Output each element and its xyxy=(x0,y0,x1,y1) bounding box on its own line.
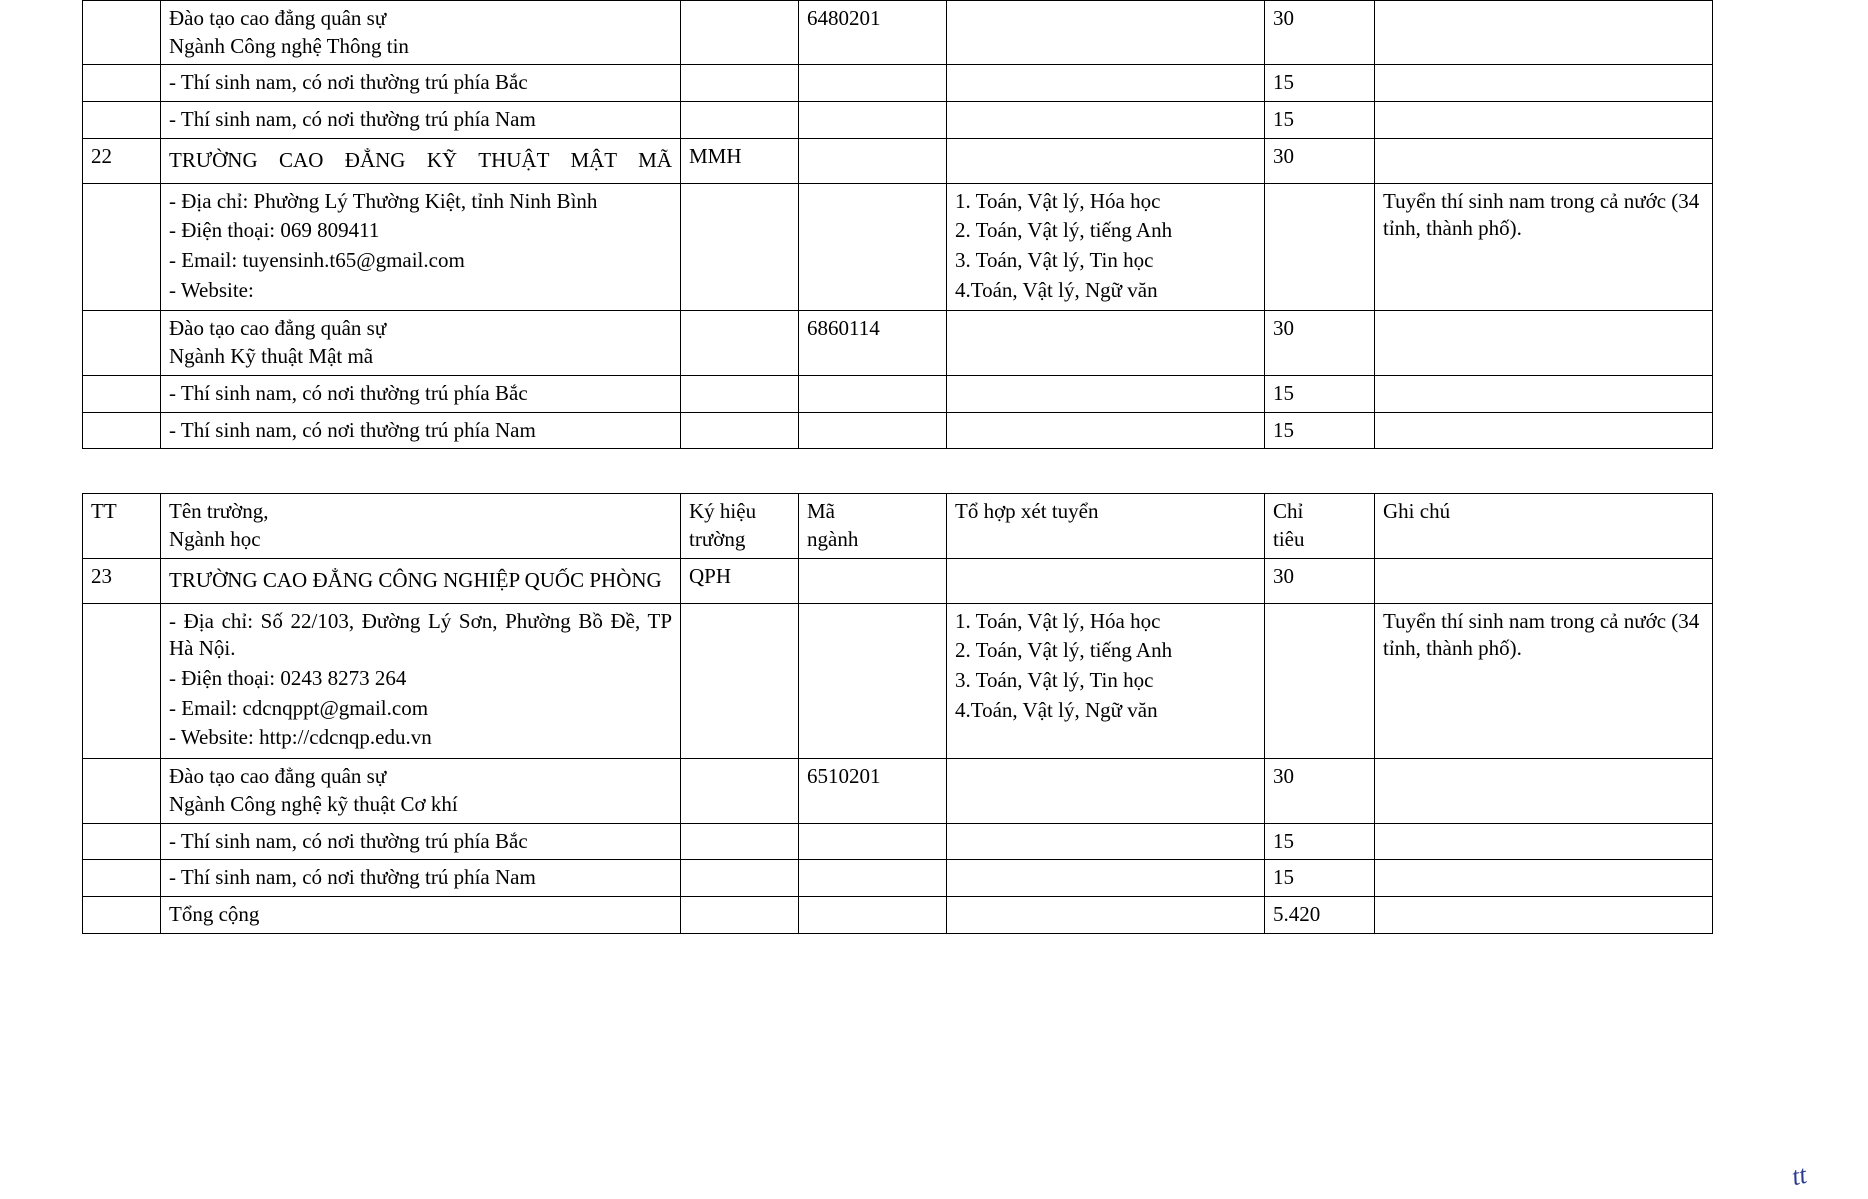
table-row xyxy=(83,311,1713,375)
cell-major-code xyxy=(799,138,947,183)
cell-major-code: 6480201 xyxy=(799,1,947,65)
combination-3: 3. Toán, Vật lý, Tin học xyxy=(955,248,1154,273)
cell-program-name xyxy=(161,1,681,65)
cell-tt xyxy=(83,603,161,759)
combination-2: 2. Toán, Vật lý, tiếng Anh xyxy=(955,218,1173,243)
cell-program-name: - Thí sinh nam, có nơi thường trú phía Bắc xyxy=(161,65,681,102)
cell-school-name: TRƯỜNG CAO ĐẲNG CÔNG NGHIỆP QUỐC PHÒNG xyxy=(161,558,681,603)
cell-school-symbol: MMH xyxy=(681,138,799,183)
cell-school-contact xyxy=(161,603,681,759)
cell-school-symbol xyxy=(681,603,799,759)
cell-major-code xyxy=(799,183,947,311)
header-code-line1: Mã xyxy=(807,499,835,524)
admissions-table-part2 xyxy=(82,493,1713,933)
cell-quota: 15 xyxy=(1265,412,1375,449)
cell-tt xyxy=(83,1,161,65)
table-row xyxy=(83,65,1713,102)
cell-school-symbol xyxy=(681,1,799,65)
program-name-line1: Đào tạo cao đẳng quân sự xyxy=(169,764,387,789)
school-phone: - Điện thoại: 0243 8273 264 xyxy=(169,665,407,690)
cell-note xyxy=(1375,311,1713,375)
cell-tt xyxy=(83,823,161,860)
cell-total-label: Tổng cộng xyxy=(161,896,681,933)
cell-total-quota: 5.420 xyxy=(1265,896,1375,933)
cell-school-symbol xyxy=(681,823,799,860)
cell-note xyxy=(1375,896,1713,933)
cell-major-code xyxy=(799,896,947,933)
cell-quota xyxy=(1265,603,1375,759)
cell-school-symbol xyxy=(681,102,799,139)
header-quota-line1: Chỉ xyxy=(1273,499,1304,524)
school-phone: - Điện thoại: 069 809411 xyxy=(169,218,380,243)
cell-quota: 30 xyxy=(1265,759,1375,823)
cell-program-name: - Thí sinh nam, có nơi thường trú phía Nam xyxy=(161,860,681,897)
cell-combination xyxy=(947,138,1265,183)
cell-combination xyxy=(947,759,1265,823)
admissions-table-part1 xyxy=(82,0,1713,449)
combination-1: 1. Toán, Vật lý, Hóa học xyxy=(955,188,1161,213)
cell-quota xyxy=(1265,183,1375,311)
cell-program-name: - Thí sinh nam, có nơi thường trú phía Bắc xyxy=(161,823,681,860)
cell-note xyxy=(1375,102,1713,139)
header-symbol-line1: Ký hiệu xyxy=(689,499,757,524)
cell-tt xyxy=(83,759,161,823)
cell-school-symbol xyxy=(681,183,799,311)
cell-program-name xyxy=(161,759,681,823)
cell-combination xyxy=(947,823,1265,860)
header-combination: Tổ hợp xét tuyển xyxy=(947,494,1265,558)
header-quota-line2: tiêu xyxy=(1273,527,1305,552)
cell-note: Tuyển thí sinh nam trong cả nước (34 tỉnh, thành phố). xyxy=(1375,183,1713,311)
cell-major-code xyxy=(799,603,947,759)
cell-major-code xyxy=(799,558,947,603)
cell-program-name xyxy=(161,311,681,375)
program-name-line2: Ngành Công nghệ Thông tin xyxy=(169,33,409,58)
cell-program-name: - Thí sinh nam, có nơi thường trú phía Nam xyxy=(161,102,681,139)
table-row xyxy=(83,412,1713,449)
cell-combination xyxy=(947,183,1265,311)
cell-note xyxy=(1375,823,1713,860)
header-school-name xyxy=(161,494,681,558)
combination-4: 4.Toán, Vật lý, Ngữ văn xyxy=(955,697,1158,722)
cell-major-code xyxy=(799,102,947,139)
table-row xyxy=(83,823,1713,860)
header-tt: TT xyxy=(83,494,161,558)
cell-school-name: TRƯỜNG CAO ĐẲNG KỸ THUẬT MẬT MÃ xyxy=(161,138,681,183)
cell-quota: 15 xyxy=(1265,823,1375,860)
cell-major-code xyxy=(799,860,947,897)
cell-quota: 15 xyxy=(1265,65,1375,102)
cell-combination xyxy=(947,896,1265,933)
table-row xyxy=(83,375,1713,412)
cell-tt xyxy=(83,65,161,102)
table-row-school-info xyxy=(83,603,1713,759)
cell-note xyxy=(1375,138,1713,183)
cell-combination xyxy=(947,65,1265,102)
cell-major-code xyxy=(799,65,947,102)
cell-major-code xyxy=(799,823,947,860)
cell-major-code: 6510201 xyxy=(799,759,947,823)
cell-program-name: - Thí sinh nam, có nơi thường trú phía Nam xyxy=(161,412,681,449)
cell-combination xyxy=(947,102,1265,139)
cell-note xyxy=(1375,558,1713,603)
cell-school-symbol xyxy=(681,759,799,823)
school-address: - Địa chỉ: Số 22/103, Đường Lý Sơn, Phường Bồ Đề, TP Hà Nội. xyxy=(169,608,672,661)
cell-combination xyxy=(947,311,1265,375)
cell-major-code xyxy=(799,412,947,449)
program-name-line1: Đào tạo cao đẳng quân sự xyxy=(169,316,387,341)
cell-quota: 15 xyxy=(1265,102,1375,139)
table-row xyxy=(83,759,1713,823)
cell-program-name: - Thí sinh nam, có nơi thường trú phía Bắc xyxy=(161,375,681,412)
cell-quota: 30 xyxy=(1265,558,1375,603)
cell-note xyxy=(1375,1,1713,65)
program-name-line2: Ngành Kỹ thuật Mật mã xyxy=(169,344,374,369)
cell-major-code xyxy=(799,375,947,412)
cell-tt xyxy=(83,896,161,933)
program-name-line2: Ngành Công nghệ kỹ thuật Cơ khí xyxy=(169,791,458,816)
cell-quota: 30 xyxy=(1265,138,1375,183)
header-note: Ghi chú xyxy=(1375,494,1713,558)
table-row-total xyxy=(83,896,1713,933)
program-name-line1: Đào tạo cao đẳng quân sự xyxy=(169,6,387,30)
cell-school-symbol: QPH xyxy=(681,558,799,603)
combination-2: 2. Toán, Vật lý, tiếng Anh xyxy=(955,638,1173,663)
table-row xyxy=(83,860,1713,897)
header-symbol xyxy=(681,494,799,558)
combination-3: 3. Toán, Vật lý, Tin học xyxy=(955,667,1154,692)
table-row-school xyxy=(83,558,1713,603)
cell-note xyxy=(1375,860,1713,897)
school-email: - Email: cdcnqppt@gmail.com xyxy=(169,695,429,720)
cell-tt xyxy=(83,412,161,449)
header-symbol-line2: trường xyxy=(689,527,746,552)
cell-note: Tuyển thí sinh nam trong cả nước (34 tỉnh, thành phố). xyxy=(1375,603,1713,759)
cell-tt xyxy=(83,102,161,139)
cell-major-code: 6860114 xyxy=(799,311,947,375)
cell-school-symbol xyxy=(681,311,799,375)
cell-school-contact xyxy=(161,183,681,311)
cell-tt xyxy=(83,183,161,311)
cell-quota: 30 xyxy=(1265,311,1375,375)
cell-note xyxy=(1375,375,1713,412)
cell-combination xyxy=(947,558,1265,603)
cell-school-symbol xyxy=(681,65,799,102)
school-address: - Địa chỉ: Phường Lý Thường Kiệt, tỉnh Ninh Bình xyxy=(169,188,598,213)
cell-school-symbol xyxy=(681,860,799,897)
cell-school-symbol xyxy=(681,375,799,412)
cell-combination xyxy=(947,1,1265,65)
header-school-name-line1: Tên trường, xyxy=(169,499,269,524)
school-website: - Website: xyxy=(169,277,254,302)
cell-tt xyxy=(83,311,161,375)
table-gap xyxy=(60,449,1808,493)
combination-4: 4.Toán, Vật lý, Ngữ văn xyxy=(955,277,1158,302)
school-email: - Email: tuyensinh.t65@gmail.com xyxy=(169,248,465,273)
cell-note xyxy=(1375,65,1713,102)
table-row-school xyxy=(83,138,1713,183)
combination-1: 1. Toán, Vật lý, Hóa học xyxy=(955,608,1161,633)
cell-tt xyxy=(83,860,161,897)
cell-combination xyxy=(947,603,1265,759)
header-quota xyxy=(1265,494,1375,558)
cell-tt: 23 xyxy=(83,558,161,603)
cell-quota: 30 xyxy=(1265,1,1375,65)
table-row xyxy=(83,102,1713,139)
cell-tt: 22 xyxy=(83,138,161,183)
cell-note xyxy=(1375,759,1713,823)
cell-combination xyxy=(947,860,1265,897)
table-row xyxy=(83,1,1713,65)
cell-tt xyxy=(83,375,161,412)
cell-combination xyxy=(947,375,1265,412)
header-code xyxy=(799,494,947,558)
table-header-row xyxy=(83,494,1713,558)
cell-quota: 15 xyxy=(1265,375,1375,412)
cell-school-symbol xyxy=(681,412,799,449)
cell-combination xyxy=(947,412,1265,449)
cell-school-symbol xyxy=(681,896,799,933)
handwritten-signature-mark: tt xyxy=(1788,1159,1809,1192)
header-code-line2: ngành xyxy=(807,527,859,552)
school-website: - Website: http://cdcnqp.edu.vn xyxy=(169,725,432,750)
cell-quota: 15 xyxy=(1265,860,1375,897)
header-school-name-line2: Ngành học xyxy=(169,527,261,552)
table-row-school-info xyxy=(83,183,1713,311)
cell-note xyxy=(1375,412,1713,449)
